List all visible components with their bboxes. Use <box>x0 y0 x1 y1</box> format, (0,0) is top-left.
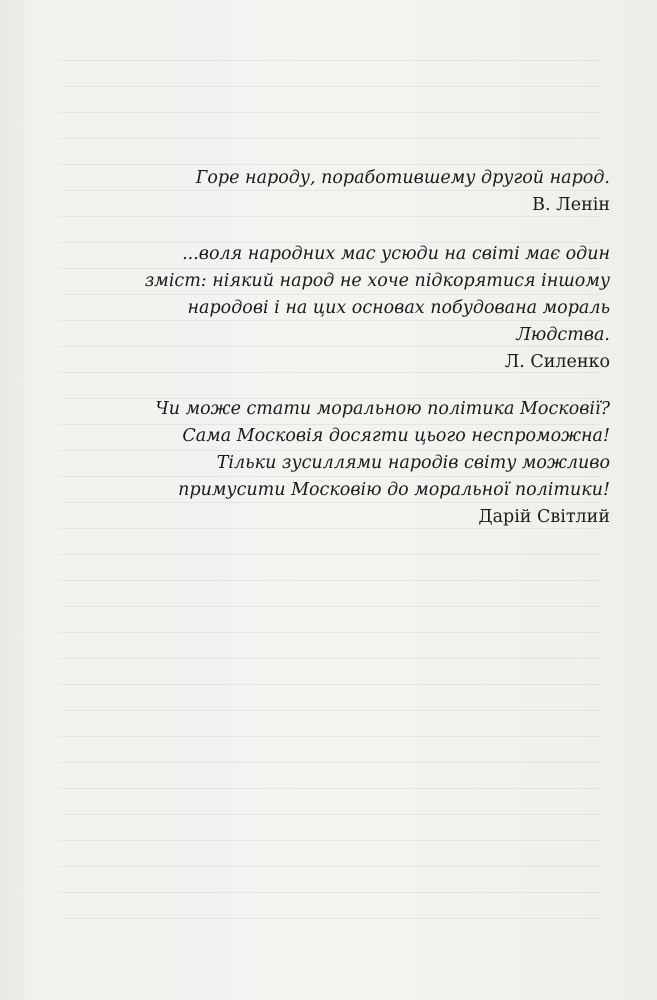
epigraph-author: В. Ленін <box>532 195 610 215</box>
epigraph <box>120 396 610 531</box>
epigraph-author: Дарій Світлий <box>478 507 610 527</box>
epigraph-line: Горе народу, поработившему другой народ. <box>195 168 610 188</box>
epigraph-line: Тільки зусиллями народів світу можливо <box>216 453 610 473</box>
epigraph-line: Чи може стати моральною політика Московії? <box>155 399 610 419</box>
epigraph-line: ...воля народних мас усюди на світі має один <box>182 244 610 264</box>
epigraph-line: зміст: ніякий народ не хоче підкорятися іншому <box>144 271 610 291</box>
epigraph <box>120 165 610 219</box>
epigraph-author: Л. Силенко <box>504 352 610 372</box>
epigraph <box>120 241 610 376</box>
epigraph-line: народові і на цих основах побудована мораль Людства. <box>187 298 610 345</box>
epigraphs-block <box>120 165 610 542</box>
epigraph-line: Сама Московія досягти цього неспроможна! <box>182 426 610 446</box>
epigraph-line: примусити Московію до моральної політики! <box>178 480 610 500</box>
